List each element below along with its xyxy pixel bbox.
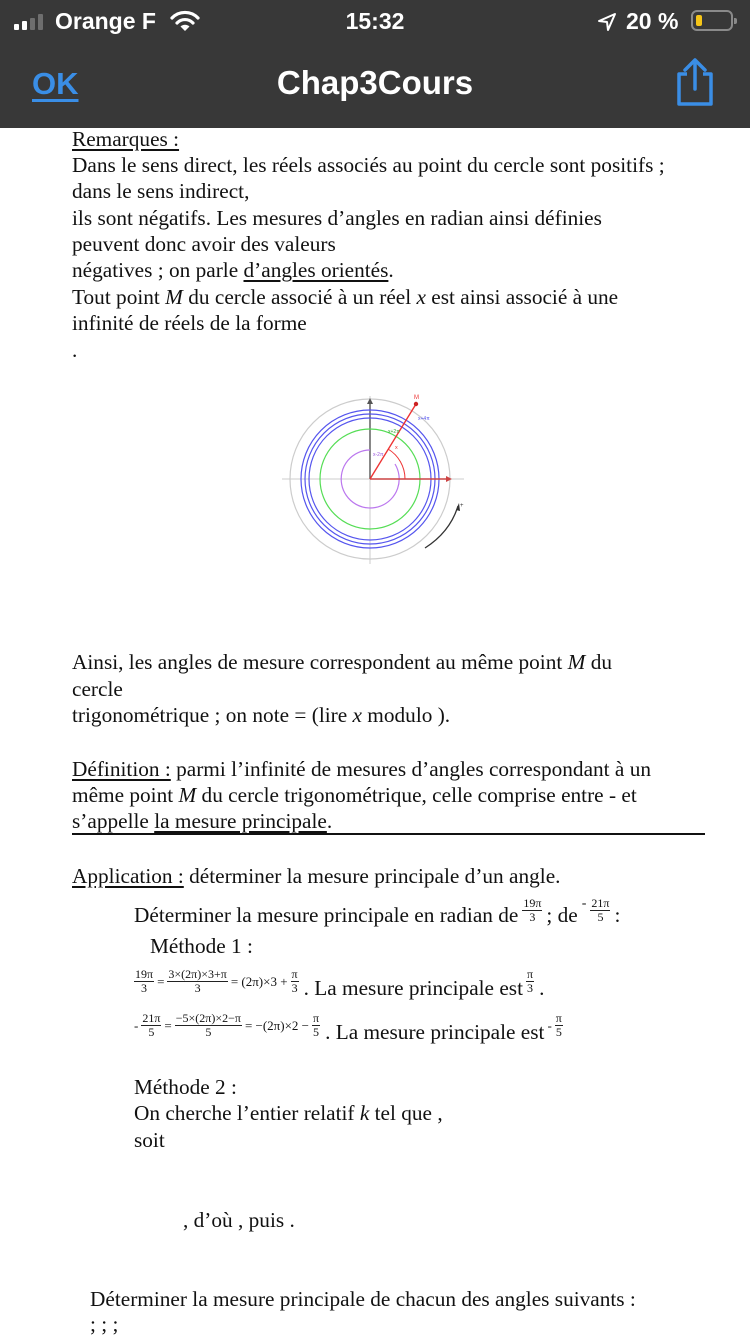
text-span: même point [72,783,179,807]
remarques-line: Dans le sens direct, les réels associés au point du cercle sont positifs ; [72,153,665,177]
red-angle-arc [388,449,405,479]
battery-percent: 20 % [626,8,679,34]
text-span: du cercle trigonométrique, celle comprise entre - et [196,783,637,807]
var-M: M [178,783,197,807]
label-x-plus-2pi: x+2π [388,429,400,435]
remarques-line: dans le sens indirect, [72,179,250,203]
label-plus: + [460,503,464,509]
battery-level-fill [696,15,702,26]
trigonometric-circle-figure [282,392,482,572]
fraction [555,1012,563,1039]
methode1-label: Méthode 1 : [150,934,253,958]
denominator: 5 [313,1025,320,1039]
ainsi-line: cercle [72,677,123,701]
minus-sign: - [581,896,587,911]
tout-point-line [72,285,618,310]
infinite-line: infinité de réels de la forme [72,311,307,335]
navigation-bar [0,44,750,128]
numerator: −5×(2π)×2−π [175,1011,241,1025]
text-span: . [388,258,394,282]
minus-sign: - [547,1017,552,1033]
methode2-conclusion: , d’où , puis . [183,1208,295,1232]
application-heading: Application : [72,864,184,888]
var-k: k [359,1101,370,1125]
remarques-heading: Remarques : [72,127,180,151]
numerator: π [291,967,298,981]
var-x: x [416,285,426,309]
numerator: 21π [591,896,610,910]
numerator: π [527,967,534,981]
definition-line [72,757,651,782]
angles-orientes-term: d’angles orientés [243,258,389,282]
text-span: . [539,976,545,1000]
fraction [291,968,299,995]
equation-2 [134,1006,563,1045]
text-span: s’appelle [72,809,155,833]
status-bar [0,0,750,44]
dot-line: . [72,338,78,362]
denominator: 5 [597,910,604,924]
signal-icon [14,14,43,30]
denominator: 3 [527,981,534,995]
denominator: 5 [205,1025,212,1039]
ray-OM [370,404,416,479]
battery-icon [691,10,733,31]
text-span: . La mesure principale est [303,976,523,1000]
numerator: 19π [523,896,542,910]
document-title: Chap3Cours [276,64,474,101]
text-span: tel que , [369,1101,443,1125]
methode2-soit: soit [134,1128,165,1152]
var-x: x [352,703,362,727]
denominator: 3 [194,981,201,995]
definition-line [72,783,637,808]
fraction [167,968,227,995]
fraction [312,1012,320,1039]
location-arrow-icon [596,11,618,33]
minus-sign: - [134,1017,139,1033]
text-span: du cercle associé à un réel [182,285,417,309]
var-M: M [165,285,183,309]
ok-button[interactable]: OK [32,66,79,101]
denominator: 3 [291,981,298,995]
point-M [414,402,418,406]
fraction [526,968,534,995]
remarques-line [72,258,394,283]
label-x-plus-4pi: x+4π [418,416,430,422]
remarques-line: peuvent donc avoir des valeurs [72,232,336,256]
text-span: Tout point [72,285,166,309]
text-span: trigonométrique ; on note = (lire [72,703,353,727]
text-span: On cherche l’entier relatif [134,1101,360,1125]
label-M: M [414,395,419,401]
text-span: Ainsi, les angles de mesure correspondent au même point [72,650,568,674]
text-span: modulo ). [361,703,451,727]
fraction [134,968,154,995]
remarques-line: ils sont négatifs. Les mesures d’angles en radian ainsi définies [72,206,602,230]
clock: 15:32 [345,8,405,34]
equation-1 [134,962,544,1001]
application-line [72,864,560,889]
application-instruction [134,896,620,928]
denominator: 5 [148,1025,155,1039]
text-span: est ainsi associé à une [425,285,619,309]
expression: = −(2π)×2 − [244,1017,309,1033]
fraction [175,1012,242,1039]
definition-heading: Définition : [72,757,171,781]
methode2-line [134,1101,443,1126]
text-span: Déterminer la mesure principale en radian de [134,903,519,927]
text-span: ; de [546,903,578,927]
text-span: déterminer la mesure principale d’un angle. [183,864,561,888]
text-span: . [326,809,333,833]
numerator: π [313,1011,320,1025]
wifi-icon [170,10,200,32]
ainsi-line [72,703,450,728]
exercise-instruction: Déterminer la mesure principale de chacun des angles suivants : [90,1287,636,1311]
text-span: négatives ; on parle [72,258,244,282]
text-span: parmi l’infinité de mesures d’angles correspondant à un [170,757,651,781]
label-x-minus-2pi: x-2π [373,452,384,458]
fraction [522,897,542,924]
fraction [141,1012,161,1039]
text-span: : [614,903,621,927]
denominator: 5 [555,1025,562,1039]
ainsi-line [72,650,612,675]
text-span: du [585,650,612,674]
carrier-name: Orange F [55,8,156,34]
definition-line [72,809,332,834]
equals: = [157,973,165,989]
mesure-principale-term: la mesure principale [154,809,327,833]
denominator: 3 [141,981,148,995]
numerator: 21π [142,1011,161,1025]
text-span: . La mesure principale est [325,1020,545,1044]
share-icon[interactable] [674,56,716,108]
label-x: x [395,445,398,451]
methode2-label: Méthode 2 : [134,1075,237,1099]
denominator: 3 [529,910,536,924]
equals: = [164,1017,172,1033]
numerator: 3×(2π)×3+π [168,967,227,981]
divider [72,833,705,835]
numerator: π [555,1011,562,1025]
var-M: M [567,650,586,674]
exercise-list: ; ; ; [90,1312,119,1336]
fraction [590,897,610,924]
expression: = (2π)×3 + [230,973,288,989]
numerator: 19π [135,967,154,981]
